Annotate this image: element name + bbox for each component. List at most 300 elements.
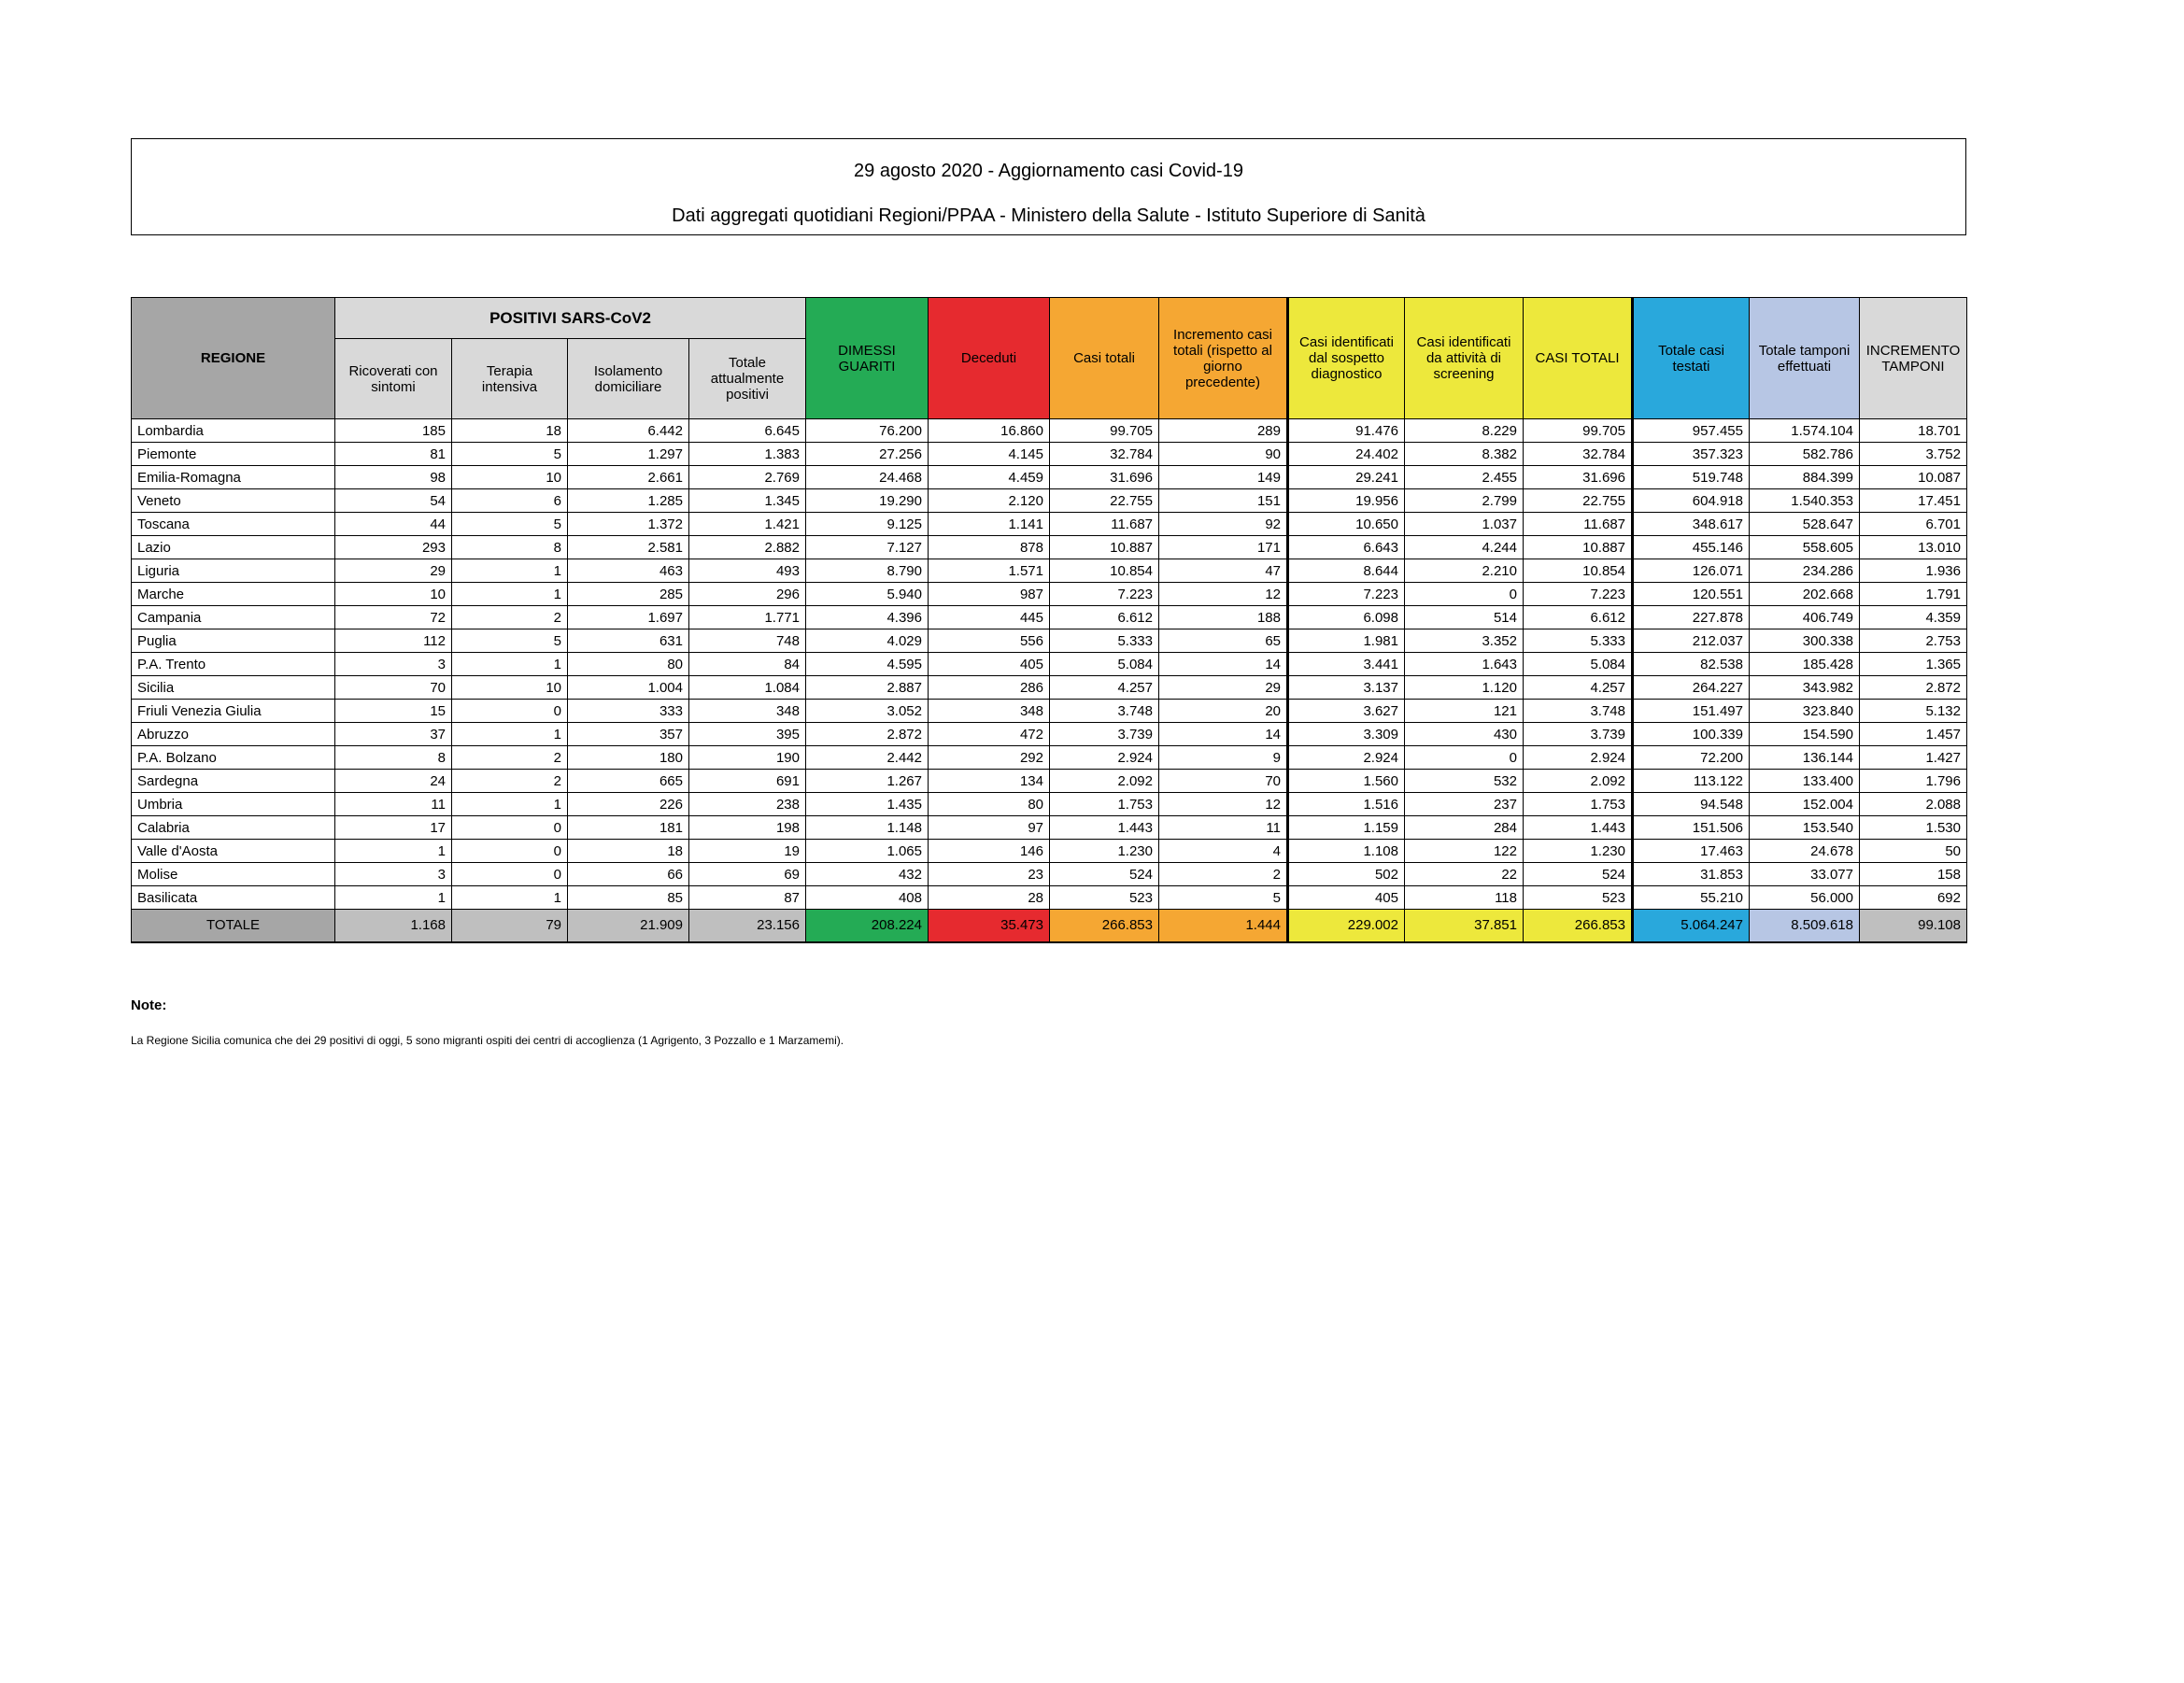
value-cell: 3.739 — [1524, 723, 1633, 746]
total-value-cell: 266.853 — [1524, 910, 1633, 942]
value-cell: 12 — [1159, 793, 1288, 816]
value-cell: 8.229 — [1405, 419, 1524, 443]
value-cell: 5 — [452, 443, 568, 466]
value-cell: 1.540.353 — [1750, 489, 1860, 513]
total-value-cell: 23.156 — [689, 910, 806, 942]
value-cell: 292 — [929, 746, 1050, 770]
value-cell: 7.223 — [1050, 583, 1159, 606]
value-cell: 1.753 — [1524, 793, 1633, 816]
value-cell: 24.468 — [806, 466, 929, 489]
value-cell: 1.516 — [1288, 793, 1405, 816]
total-value-cell: 79 — [452, 910, 568, 942]
value-cell: 31.696 — [1050, 466, 1159, 489]
value-cell: 405 — [929, 653, 1050, 676]
value-cell: 1 — [452, 583, 568, 606]
table-row — [132, 676, 1967, 700]
value-cell: 284 — [1405, 816, 1524, 840]
region-cell: Lazio — [132, 536, 335, 559]
value-cell: 47 — [1159, 559, 1288, 583]
value-cell: 2.753 — [1860, 629, 1967, 653]
value-cell: 4 — [1159, 840, 1288, 863]
value-cell: 1.159 — [1288, 816, 1405, 840]
value-cell: 1.443 — [1524, 816, 1633, 840]
table-row — [132, 489, 1967, 513]
value-cell: 151.506 — [1633, 816, 1750, 840]
value-cell: 878 — [929, 536, 1050, 559]
value-cell: 2.882 — [689, 536, 806, 559]
value-cell: 29 — [335, 559, 452, 583]
value-cell: 6 — [452, 489, 568, 513]
value-cell: 604.918 — [1633, 489, 1750, 513]
column-header-terapia-intensiva: Terapia intensiva — [452, 339, 568, 419]
value-cell: 1.108 — [1288, 840, 1405, 863]
value-cell: 3.627 — [1288, 700, 1405, 723]
value-cell: 3.137 — [1288, 676, 1405, 700]
value-cell: 22 — [1405, 863, 1524, 886]
value-cell: 84 — [689, 653, 806, 676]
value-cell: 2.872 — [806, 723, 929, 746]
value-cell: 120.551 — [1633, 583, 1750, 606]
value-cell: 1.365 — [1860, 653, 1967, 676]
table-row — [132, 793, 1967, 816]
value-cell: 1.383 — [689, 443, 806, 466]
value-cell: 556 — [929, 629, 1050, 653]
value-cell: 0 — [452, 863, 568, 886]
value-cell: 237 — [1405, 793, 1524, 816]
value-cell: 300.338 — [1750, 629, 1860, 653]
value-cell: 18 — [568, 840, 689, 863]
value-cell: 17.463 — [1633, 840, 1750, 863]
value-cell: 333 — [568, 700, 689, 723]
value-cell: 285 — [568, 583, 689, 606]
value-cell: 112 — [335, 629, 452, 653]
value-cell: 11.687 — [1050, 513, 1159, 536]
value-cell: 348.617 — [1633, 513, 1750, 536]
table-row — [132, 653, 1967, 676]
value-cell: 24.402 — [1288, 443, 1405, 466]
value-cell: 264.227 — [1633, 676, 1750, 700]
value-cell: 631 — [568, 629, 689, 653]
value-cell: 0 — [452, 840, 568, 863]
total-row — [132, 910, 1967, 942]
value-cell: 190 — [689, 746, 806, 770]
total-value-cell: 99.108 — [1860, 910, 1967, 942]
value-cell: 357.323 — [1633, 443, 1750, 466]
region-cell: Basilicata — [132, 886, 335, 910]
table-row — [132, 606, 1967, 629]
page-subtitle: Dati aggregati quotidiani Regioni/PPAA - Ministero della Salute - Istituto Superiore di Sanità — [672, 205, 1425, 226]
value-cell: 463 — [568, 559, 689, 583]
value-cell: 2.088 — [1860, 793, 1967, 816]
value-cell: 1.120 — [1405, 676, 1524, 700]
value-cell: 2 — [452, 746, 568, 770]
value-cell: 122 — [1405, 840, 1524, 863]
value-cell: 445 — [929, 606, 1050, 629]
value-cell: 3.352 — [1405, 629, 1524, 653]
value-cell: 472 — [929, 723, 1050, 746]
value-cell: 27.256 — [806, 443, 929, 466]
value-cell: 1.141 — [929, 513, 1050, 536]
value-cell: 665 — [568, 770, 689, 793]
value-cell: 4.459 — [929, 466, 1050, 489]
value-cell: 158 — [1860, 863, 1967, 886]
table-row — [132, 443, 1967, 466]
value-cell: 1.267 — [806, 770, 929, 793]
value-cell: 80 — [568, 653, 689, 676]
value-cell: 181 — [568, 816, 689, 840]
value-cell: 1.457 — [1860, 723, 1967, 746]
value-cell: 692 — [1860, 886, 1967, 910]
value-cell: 90 — [1159, 443, 1288, 466]
value-cell: 3.748 — [1050, 700, 1159, 723]
value-cell: 2.924 — [1524, 746, 1633, 770]
value-cell: 15 — [335, 700, 452, 723]
value-cell: 202.668 — [1750, 583, 1860, 606]
region-cell: Puglia — [132, 629, 335, 653]
value-cell: 5.333 — [1524, 629, 1633, 653]
value-cell: 10.087 — [1860, 466, 1967, 489]
value-cell: 85 — [568, 886, 689, 910]
value-cell: 395 — [689, 723, 806, 746]
value-cell: 1.372 — [568, 513, 689, 536]
value-cell: 1.427 — [1860, 746, 1967, 770]
value-cell: 17.451 — [1860, 489, 1967, 513]
value-cell: 2.210 — [1405, 559, 1524, 583]
value-cell: 10 — [452, 676, 568, 700]
value-cell: 6.645 — [689, 419, 806, 443]
value-cell: 1.148 — [806, 816, 929, 840]
value-cell: 99.705 — [1524, 419, 1633, 443]
value-cell: 1.230 — [1050, 840, 1159, 863]
value-cell: 1.421 — [689, 513, 806, 536]
value-cell: 3.309 — [1288, 723, 1405, 746]
value-cell: 6.643 — [1288, 536, 1405, 559]
value-cell: 100.339 — [1633, 723, 1750, 746]
value-cell: 348 — [689, 700, 806, 723]
value-cell: 8.382 — [1405, 443, 1524, 466]
table-footer — [132, 910, 1967, 942]
notes-section — [131, 997, 2184, 1047]
value-cell: 10.887 — [1050, 536, 1159, 559]
table-row — [132, 840, 1967, 863]
region-cell: Abruzzo — [132, 723, 335, 746]
value-cell: 1.796 — [1860, 770, 1967, 793]
value-cell: 19.290 — [806, 489, 929, 513]
value-cell: 1.771 — [689, 606, 806, 629]
value-cell: 524 — [1050, 863, 1159, 886]
value-cell: 10.854 — [1524, 559, 1633, 583]
table-row — [132, 886, 1967, 910]
value-cell: 152.004 — [1750, 793, 1860, 816]
value-cell: 2.924 — [1288, 746, 1405, 770]
value-cell: 28 — [929, 886, 1050, 910]
value-cell: 9 — [1159, 746, 1288, 770]
value-cell: 1.574.104 — [1750, 419, 1860, 443]
column-header-sospetto-diagnostico: Casi identificati dal sospetto diagnostico — [1288, 298, 1405, 419]
value-cell: 1.435 — [806, 793, 929, 816]
value-cell: 1.791 — [1860, 583, 1967, 606]
column-header-isolamento: Isolamento domiciliare — [568, 339, 689, 419]
region-cell: Veneto — [132, 489, 335, 513]
value-cell: 31.696 — [1524, 466, 1633, 489]
value-cell: 4.396 — [806, 606, 929, 629]
value-cell: 1.004 — [568, 676, 689, 700]
table-row — [132, 723, 1967, 746]
value-cell: 493 — [689, 559, 806, 583]
value-cell: 9.125 — [806, 513, 929, 536]
value-cell: 2.581 — [568, 536, 689, 559]
value-cell: 1.981 — [1288, 629, 1405, 653]
value-cell: 2.887 — [806, 676, 929, 700]
value-cell: 82.538 — [1633, 653, 1750, 676]
value-cell: 12 — [1159, 583, 1288, 606]
total-value-cell: 229.002 — [1288, 910, 1405, 942]
column-header-casi-totali-2: CASI TOTALI — [1524, 298, 1633, 419]
value-cell: 1.230 — [1524, 840, 1633, 863]
value-cell: 2 — [452, 606, 568, 629]
group-header-positivi: POSITIVI SARS-CoV2 — [335, 298, 806, 339]
value-cell: 1.285 — [568, 489, 689, 513]
value-cell: 134 — [929, 770, 1050, 793]
column-header-incremento-casi: Incremento casi totali (rispetto al giorno precedente) — [1159, 298, 1288, 419]
table-row — [132, 513, 1967, 536]
value-cell: 65 — [1159, 629, 1288, 653]
value-cell: 227.878 — [1633, 606, 1750, 629]
value-cell: 1.530 — [1860, 816, 1967, 840]
value-cell: 92 — [1159, 513, 1288, 536]
value-cell: 3.748 — [1524, 700, 1633, 723]
value-cell: 2 — [1159, 863, 1288, 886]
value-cell: 0 — [1405, 583, 1524, 606]
value-cell: 10 — [452, 466, 568, 489]
value-cell: 94.548 — [1633, 793, 1750, 816]
value-cell: 234.286 — [1750, 559, 1860, 583]
value-cell: 70 — [335, 676, 452, 700]
region-cell: Valle d'Aosta — [132, 840, 335, 863]
value-cell: 532 — [1405, 770, 1524, 793]
value-cell: 11 — [335, 793, 452, 816]
region-cell: P.A. Bolzano — [132, 746, 335, 770]
value-cell: 4.029 — [806, 629, 929, 653]
value-cell: 8.790 — [806, 559, 929, 583]
value-cell: 198 — [689, 816, 806, 840]
value-cell: 8 — [335, 746, 452, 770]
title-box — [131, 138, 1966, 235]
value-cell: 91.476 — [1288, 419, 1405, 443]
value-cell: 8 — [452, 536, 568, 559]
table-row — [132, 863, 1967, 886]
value-cell: 10.887 — [1524, 536, 1633, 559]
value-cell: 153.540 — [1750, 816, 1860, 840]
value-cell: 17 — [335, 816, 452, 840]
value-cell: 3.752 — [1860, 443, 1967, 466]
value-cell: 8.644 — [1288, 559, 1405, 583]
value-cell: 6.098 — [1288, 606, 1405, 629]
value-cell: 185 — [335, 419, 452, 443]
value-cell: 6.612 — [1524, 606, 1633, 629]
total-value-cell: 1.168 — [335, 910, 452, 942]
value-cell: 2.092 — [1050, 770, 1159, 793]
region-cell: Sicilia — [132, 676, 335, 700]
value-cell: 19.956 — [1288, 489, 1405, 513]
value-cell: 3 — [335, 653, 452, 676]
value-cell: 55.210 — [1633, 886, 1750, 910]
value-cell: 296 — [689, 583, 806, 606]
value-cell: 2 — [452, 770, 568, 793]
value-cell: 11.687 — [1524, 513, 1633, 536]
value-cell: 2.120 — [929, 489, 1050, 513]
value-cell: 323.840 — [1750, 700, 1860, 723]
value-cell: 5 — [452, 629, 568, 653]
value-cell: 6.701 — [1860, 513, 1967, 536]
page-title: 29 agosto 2020 - Aggiornamento casi Covid-19 — [854, 161, 1243, 181]
value-cell: 76.200 — [806, 419, 929, 443]
value-cell: 185.428 — [1750, 653, 1860, 676]
table-row — [132, 746, 1967, 770]
value-cell: 10 — [335, 583, 452, 606]
value-cell: 32.784 — [1524, 443, 1633, 466]
table-row — [132, 419, 1967, 443]
value-cell: 293 — [335, 536, 452, 559]
value-cell: 151 — [1159, 489, 1288, 513]
value-cell: 987 — [929, 583, 1050, 606]
value-cell: 348 — [929, 700, 1050, 723]
value-cell: 13.010 — [1860, 536, 1967, 559]
value-cell: 126.071 — [1633, 559, 1750, 583]
value-cell: 29 — [1159, 676, 1288, 700]
value-cell: 2.872 — [1860, 676, 1967, 700]
value-cell: 1.345 — [689, 489, 806, 513]
value-cell: 180 — [568, 746, 689, 770]
value-cell: 884.399 — [1750, 466, 1860, 489]
region-cell: Marche — [132, 583, 335, 606]
value-cell: 2.924 — [1050, 746, 1159, 770]
value-cell: 20 — [1159, 700, 1288, 723]
region-cell: Emilia-Romagna — [132, 466, 335, 489]
value-cell: 32.784 — [1050, 443, 1159, 466]
value-cell: 514 — [1405, 606, 1524, 629]
value-cell: 226 — [568, 793, 689, 816]
value-cell: 1.065 — [806, 840, 929, 863]
value-cell: 113.122 — [1633, 770, 1750, 793]
value-cell: 502 — [1288, 863, 1405, 886]
region-cell: P.A. Trento — [132, 653, 335, 676]
value-cell: 4.359 — [1860, 606, 1967, 629]
value-cell: 44 — [335, 513, 452, 536]
value-cell: 18 — [452, 419, 568, 443]
value-cell: 22.755 — [1050, 489, 1159, 513]
value-cell: 7.127 — [806, 536, 929, 559]
value-cell: 5 — [452, 513, 568, 536]
value-cell: 343.982 — [1750, 676, 1860, 700]
value-cell: 519.748 — [1633, 466, 1750, 489]
value-cell: 212.037 — [1633, 629, 1750, 653]
value-cell: 5.084 — [1050, 653, 1159, 676]
column-header-ricoverati: Ricoverati con sintomi — [335, 339, 452, 419]
value-cell: 406.749 — [1750, 606, 1860, 629]
column-header-casi-totali: Casi totali — [1050, 298, 1159, 419]
value-cell: 5 — [1159, 886, 1288, 910]
column-header-casi-testati: Totale casi testati — [1633, 298, 1750, 419]
total-label-cell: TOTALE — [132, 910, 335, 942]
column-header-deceduti: Deceduti — [929, 298, 1050, 419]
value-cell: 18.701 — [1860, 419, 1967, 443]
value-cell: 4.595 — [806, 653, 929, 676]
value-cell: 50 — [1860, 840, 1967, 863]
column-header-regione: REGIONE — [132, 298, 335, 419]
value-cell: 16.860 — [929, 419, 1050, 443]
region-cell: Friuli Venezia Giulia — [132, 700, 335, 723]
column-header-incremento-tamponi: INCREMENTO TAMPONI — [1860, 298, 1967, 419]
value-cell: 455.146 — [1633, 536, 1750, 559]
table-row — [132, 816, 1967, 840]
total-value-cell: 266.853 — [1050, 910, 1159, 942]
value-cell: 0 — [452, 700, 568, 723]
value-cell: 4.257 — [1524, 676, 1633, 700]
value-cell: 11 — [1159, 816, 1288, 840]
value-cell: 81 — [335, 443, 452, 466]
value-cell: 99.705 — [1050, 419, 1159, 443]
value-cell: 0 — [1405, 746, 1524, 770]
value-cell: 19 — [689, 840, 806, 863]
region-cell: Toscana — [132, 513, 335, 536]
value-cell: 171 — [1159, 536, 1288, 559]
value-cell: 5.132 — [1860, 700, 1967, 723]
value-cell: 98 — [335, 466, 452, 489]
value-cell: 56.000 — [1750, 886, 1860, 910]
value-cell: 3.052 — [806, 700, 929, 723]
value-cell: 1.753 — [1050, 793, 1159, 816]
value-cell: 5.333 — [1050, 629, 1159, 653]
value-cell: 582.786 — [1750, 443, 1860, 466]
value-cell: 408 — [806, 886, 929, 910]
region-cell: Piemonte — [132, 443, 335, 466]
value-cell: 0 — [452, 816, 568, 840]
value-cell: 6.442 — [568, 419, 689, 443]
value-cell: 151.497 — [1633, 700, 1750, 723]
value-cell: 3.441 — [1288, 653, 1405, 676]
total-value-cell: 208.224 — [806, 910, 929, 942]
value-cell: 1 — [452, 559, 568, 583]
table-row — [132, 536, 1967, 559]
value-cell: 1.560 — [1288, 770, 1405, 793]
value-cell: 4.244 — [1405, 536, 1524, 559]
value-cell: 29.241 — [1288, 466, 1405, 489]
value-cell: 188 — [1159, 606, 1288, 629]
total-value-cell: 8.509.618 — [1750, 910, 1860, 942]
value-cell: 524 — [1524, 863, 1633, 886]
table-header — [132, 298, 1967, 419]
value-cell: 357 — [568, 723, 689, 746]
value-cell: 1.084 — [689, 676, 806, 700]
value-cell: 238 — [689, 793, 806, 816]
value-cell: 24.678 — [1750, 840, 1860, 863]
value-cell: 5.940 — [806, 583, 929, 606]
value-cell: 2.799 — [1405, 489, 1524, 513]
value-cell: 1.037 — [1405, 513, 1524, 536]
table-row — [132, 583, 1967, 606]
value-cell: 72.200 — [1633, 746, 1750, 770]
table-row — [132, 629, 1967, 653]
value-cell: 66 — [568, 863, 689, 886]
value-cell: 31.853 — [1633, 863, 1750, 886]
value-cell: 118 — [1405, 886, 1524, 910]
value-cell: 69 — [689, 863, 806, 886]
region-cell: Umbria — [132, 793, 335, 816]
value-cell: 1.297 — [568, 443, 689, 466]
value-cell: 14 — [1159, 723, 1288, 746]
value-cell: 7.223 — [1288, 583, 1405, 606]
